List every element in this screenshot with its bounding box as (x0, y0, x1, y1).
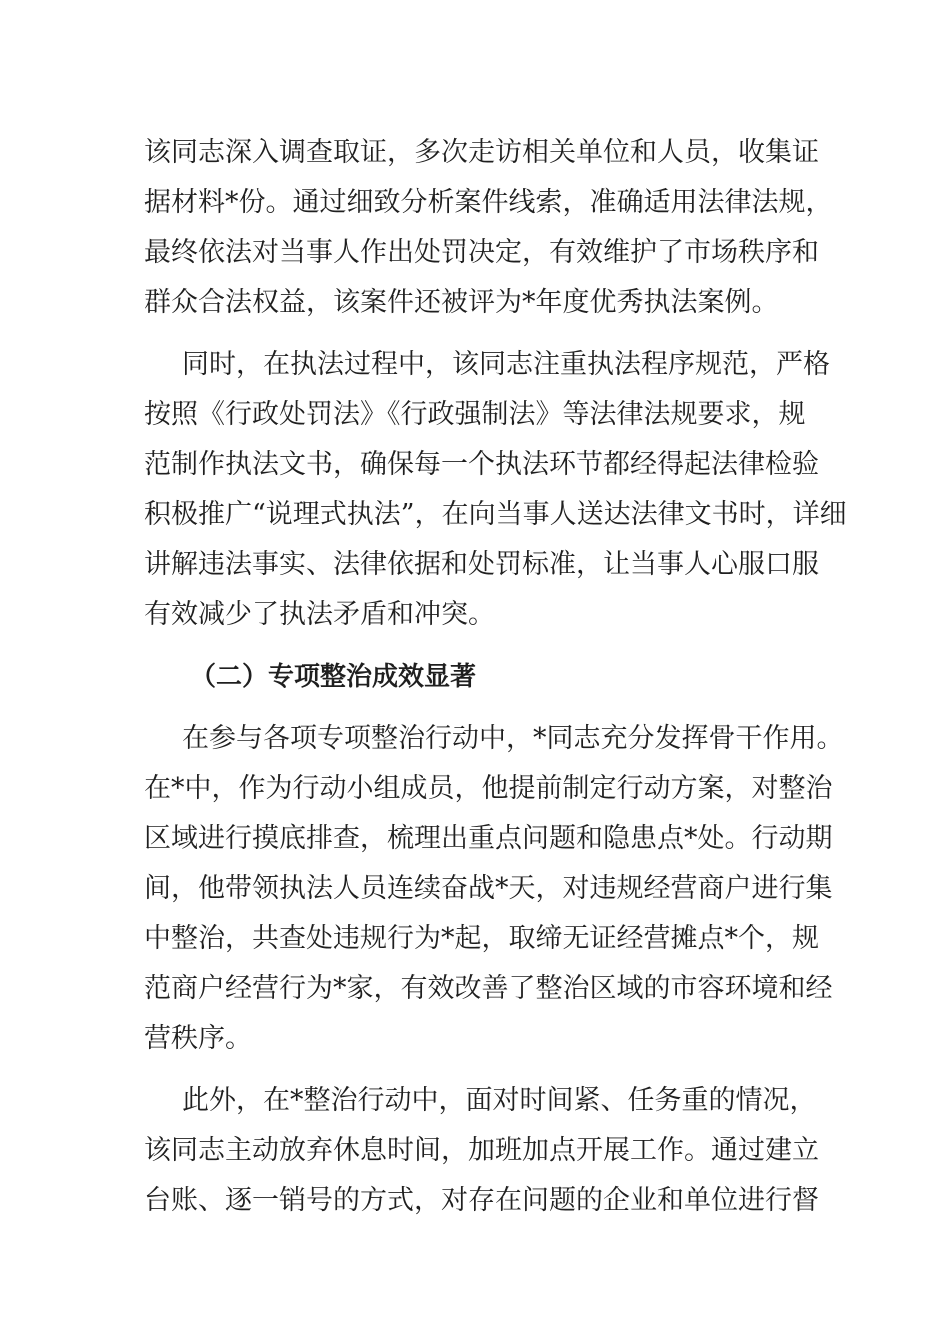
text-line: 该同志深入调查取证，多次走访相关单位和人员，收集证 (144, 137, 819, 168)
paragraph-3 (144, 714, 844, 1064)
text-line: 有效减少了执法矛盾和冲突。 (144, 599, 495, 630)
paragraph-4 (144, 1076, 819, 1226)
text-line: 范商户经营行为*家，有效改善了整治区域的市容环境和经 (144, 973, 833, 1004)
text-line: 范制作执法文书，确保每一个执法环节都经得起法律检验 (144, 449, 819, 480)
text-line: 按照《行政处罚法》《行政强制法》等法律法规要求，规 (144, 399, 806, 430)
text-line: 据材料*份。通过细致分析案件线索，准确适用法律法规， (144, 187, 833, 218)
text-line: 最终依法对当事人作出处罚决定，有效维护了市场秩序和 (144, 237, 819, 268)
text-line: 讲解违法事实、法律依据和处罚标准，让当事人心服口服 (144, 549, 819, 580)
text-line: 同时，在执法过程中，该同志注重执法程序规范，严格 (182, 349, 830, 380)
text-line: 在参与各项专项整治行动中，*同志充分发挥骨干作用。 (182, 723, 844, 754)
text-line: 在*中，作为行动小组成员，他提前制定行动方案，对整治 (144, 773, 833, 804)
text-line: 间，他带领执法人员连续奋战*天，对违规经营商户进行集 (144, 873, 833, 904)
paragraph-2 (144, 340, 847, 640)
text-line: 该同志主动放弃休息时间，加班加点开展工作。通过建立 (144, 1135, 819, 1166)
document-body (144, 128, 847, 1238)
paragraph-1 (144, 128, 833, 328)
text-line: 此外，在*整治行动中，面对时间紧、任务重的情况， (182, 1085, 817, 1116)
text-line: 营秩序。 (144, 1023, 252, 1054)
text-line: 积极推广“说理式执法”，在向当事人送达法律文书时，详细 (144, 499, 847, 530)
text-line: 台账、逐一销号的方式，对存在问题的企业和单位进行督 (144, 1185, 819, 1216)
text-line: 中整治，共查处违规行为*起，取缔无证经营摊点*个，规 (144, 923, 819, 954)
text-line: 群众合法权益，该案件还被评为*年度优秀执法案例。 (144, 287, 779, 318)
text-line: 区域进行摸底排查，梳理出重点问题和隐患点*处。行动期 (144, 823, 833, 854)
section-heading: （二）专项整治成效显著 (190, 662, 477, 692)
